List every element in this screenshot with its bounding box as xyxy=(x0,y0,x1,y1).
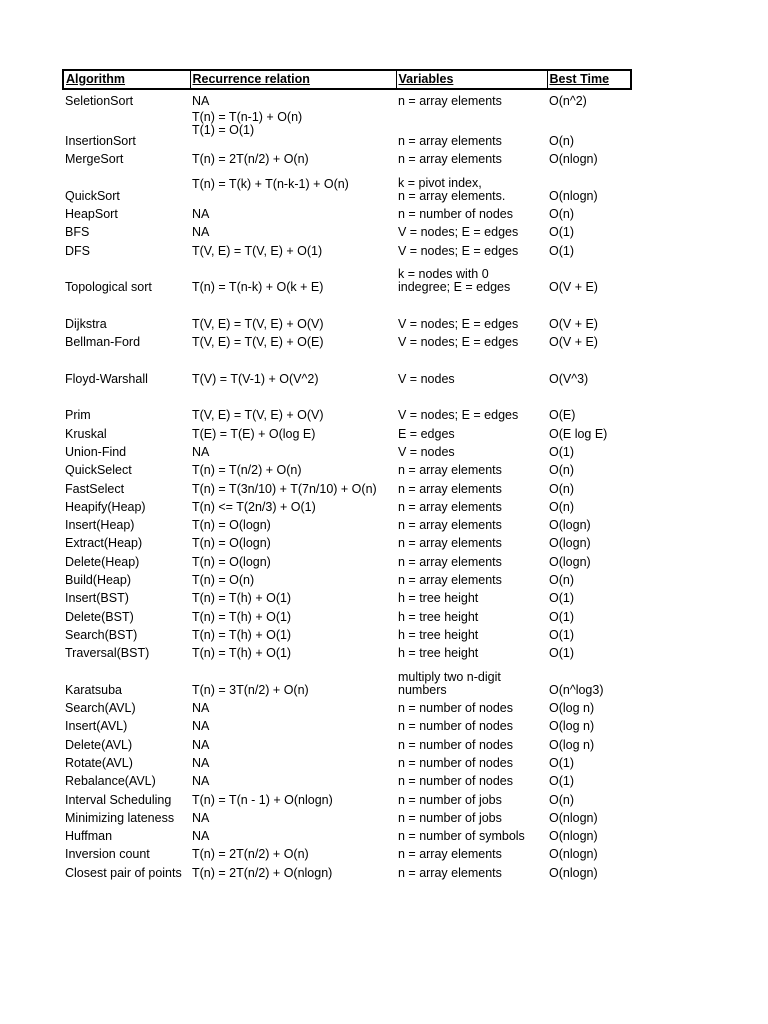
recurrence-cell[interactable]: NA xyxy=(192,810,210,825)
best-time-cell[interactable]: O(log n) xyxy=(549,701,595,716)
best-time-cell[interactable]: O(1) xyxy=(549,609,574,624)
variables-cell[interactable]: n = number of nodes xyxy=(398,737,514,752)
recurrence-cell[interactable]: T(n) = T(n-k) + O(k + E) xyxy=(192,280,324,295)
best-time-cell[interactable]: O(n) xyxy=(549,499,574,514)
recurrence-cell[interactable]: T(n) = O(logn) xyxy=(192,554,271,569)
variables-cell[interactable]: n = number of nodes xyxy=(398,719,514,734)
variables-cell[interactable]: n = number of jobs xyxy=(398,810,502,825)
algorithm-cell[interactable]: Inversion count xyxy=(65,847,150,862)
table-row xyxy=(63,422,631,440)
best-time-cell[interactable]: O(n) xyxy=(549,207,574,222)
table-row xyxy=(63,605,631,623)
header-recurrence-relation[interactable]: Recurrence relation xyxy=(190,70,396,89)
algorithm-cell[interactable]: Dijkstra xyxy=(65,316,107,331)
variables-cell[interactable]: n = array elements xyxy=(398,536,502,551)
algorithm-cell[interactable]: Search(AVL) xyxy=(65,701,136,716)
algorithm-cell[interactable]: Rotate(AVL) xyxy=(65,755,133,770)
algorithm-cell[interactable]: Interval Scheduling xyxy=(65,792,172,807)
best-time-cell[interactable]: O(n) xyxy=(549,792,574,807)
variables-cell[interactable]: n = array elements xyxy=(398,152,502,167)
best-time-cell[interactable]: O(n) xyxy=(549,133,574,148)
recurrence-cell[interactable]: T(n) = T(3n/10) + T(7n/10) + O(n) xyxy=(192,481,377,496)
algorithm-table xyxy=(62,69,632,880)
recurrence-cell[interactable]: NA xyxy=(192,207,210,222)
variables-cell[interactable]: n = array elements xyxy=(398,463,502,478)
algorithm-cell[interactable]: Minimizing lateness xyxy=(65,810,175,825)
best-time-cell[interactable]: O(nlogn) xyxy=(549,829,598,844)
table-row xyxy=(63,148,631,166)
best-time-cell[interactable]: O(E log E) xyxy=(549,426,608,441)
algorithm-cell[interactable]: Build(Heap) xyxy=(65,573,132,588)
recurrence-cell[interactable]: T(n) = T(h) + O(1) xyxy=(192,591,292,606)
algorithm-cell[interactable]: Delete(Heap) xyxy=(65,554,140,569)
recurrence-cell[interactable]: T(V, E) = T(V, E) + O(V) xyxy=(192,316,324,331)
recurrence-cell[interactable]: NA xyxy=(192,755,210,770)
algorithm-cell[interactable]: Union-Find xyxy=(65,444,127,459)
recurrence-cell[interactable]: NA xyxy=(192,444,210,459)
algorithm-cell[interactable]: MergeSort xyxy=(65,152,124,167)
table-row xyxy=(63,788,631,806)
table-row xyxy=(63,89,631,108)
algorithm-cell[interactable]: Delete(AVL) xyxy=(65,737,133,752)
variables-cell[interactable]: V = nodes; E = edges xyxy=(398,225,519,240)
table-row xyxy=(63,258,631,295)
recurrence-cell[interactable]: T(n) = O(logn) xyxy=(192,518,271,533)
recurrence-cell[interactable]: NA xyxy=(192,774,210,789)
table-row xyxy=(63,697,631,715)
algorithm-cell[interactable]: Prim xyxy=(65,408,91,423)
recurrence-cell[interactable]: T(n) = T(n-1) + O(n) T(1) = O(1) xyxy=(192,110,303,138)
recurrence-cell[interactable]: T(n) = 2T(n/2) + O(n) xyxy=(192,847,309,862)
variables-cell[interactable]: n = number of symbols xyxy=(398,829,525,844)
table-row xyxy=(63,496,631,514)
best-time-cell[interactable]: O(nlogn) xyxy=(549,810,598,825)
recurrence-cell[interactable]: T(V) = T(V-1) + O(V^2) xyxy=(192,371,319,386)
table-row xyxy=(63,221,631,239)
best-time-cell[interactable]: O(1) xyxy=(549,591,574,606)
algorithm-cell[interactable]: SeletionSort xyxy=(65,94,134,109)
variables-cell[interactable]: V = nodes xyxy=(398,444,455,459)
variables-cell[interactable]: n = array elements xyxy=(398,554,502,569)
table-row xyxy=(63,660,631,697)
recurrence-cell[interactable]: T(n) = T(h) + O(1) xyxy=(192,627,292,642)
best-time-cell[interactable]: O(nlogn) xyxy=(549,865,598,880)
table-row xyxy=(63,587,631,605)
variables-cell[interactable]: h = tree height xyxy=(398,646,479,661)
best-time-cell[interactable]: O(V + E) xyxy=(549,316,598,331)
recurrence-cell[interactable]: T(E) = T(E) + O(log E) xyxy=(192,426,316,441)
variables-cell[interactable]: n = array elements xyxy=(398,518,502,533)
algorithm-cell[interactable]: Search(BST) xyxy=(65,627,138,642)
table-row xyxy=(63,166,631,203)
best-time-cell[interactable]: O(V + E) xyxy=(549,335,598,350)
variables-cell[interactable]: V = nodes; E = edges xyxy=(398,243,519,258)
algorithm-cell[interactable]: Kruskal xyxy=(65,426,107,441)
variables-cell[interactable]: multiply two n-digit numbers xyxy=(398,669,501,697)
variables-cell[interactable]: V = nodes; E = edges xyxy=(398,335,519,350)
variables-cell[interactable]: E = edges xyxy=(398,426,455,441)
variables-cell[interactable]: V = nodes; E = edges xyxy=(398,408,519,423)
algorithm-cell[interactable]: Insert(Heap) xyxy=(65,518,135,533)
variables-cell[interactable]: n = number of nodes xyxy=(398,774,514,789)
algorithm-cell[interactable]: QuickSort xyxy=(65,188,120,203)
table-row xyxy=(63,514,631,532)
best-time-cell[interactable]: O(n) xyxy=(549,481,574,496)
algorithm-cell[interactable]: Insert(AVL) xyxy=(65,719,128,734)
best-time-cell[interactable]: O(1) xyxy=(549,243,574,258)
best-time-cell[interactable]: O(log n) xyxy=(549,719,595,734)
algorithm-cell[interactable]: Extract(Heap) xyxy=(65,536,143,551)
algorithm-cell[interactable]: Karatsuba xyxy=(65,682,122,697)
table-row xyxy=(63,239,631,257)
recurrence-cell[interactable]: T(n) = T(h) + O(1) xyxy=(192,646,292,661)
variables-cell[interactable]: n = number of nodes xyxy=(398,701,514,716)
variables-cell[interactable]: n = array elements xyxy=(398,133,502,148)
header-best-time[interactable]: Best Time xyxy=(547,70,631,89)
recurrence-cell[interactable]: T(V, E) = T(V, E) + O(V) xyxy=(192,408,324,423)
algorithm-cell[interactable]: Topological sort xyxy=(65,280,152,295)
table-row xyxy=(63,770,631,788)
algorithm-cell[interactable]: DFS xyxy=(65,243,90,258)
variables-cell[interactable]: n = array elements xyxy=(398,847,502,862)
table-row xyxy=(63,642,631,660)
best-time-cell[interactable]: O(nlogn) xyxy=(549,847,598,862)
table-row xyxy=(63,108,631,148)
variables-cell[interactable]: V = nodes; E = edges xyxy=(398,316,519,331)
recurrence-cell[interactable]: NA xyxy=(192,719,210,734)
best-time-cell[interactable]: O(V + E) xyxy=(549,280,598,295)
algorithm-cell[interactable]: QuickSelect xyxy=(65,463,132,478)
recurrence-cell[interactable]: T(n) = T(n/2) + O(n) xyxy=(192,463,302,478)
recurrence-cell[interactable]: NA xyxy=(192,737,210,752)
recurrence-cell[interactable]: T(n) = O(logn) xyxy=(192,536,271,551)
table-row xyxy=(63,477,631,495)
table-row xyxy=(63,331,631,349)
algorithm-cell[interactable]: HeapSort xyxy=(65,207,118,222)
best-time-cell[interactable]: O(logn) xyxy=(549,554,591,569)
variables-cell[interactable]: n = array elements xyxy=(398,481,502,496)
table-row xyxy=(63,532,631,550)
variables-cell[interactable]: n = array elements xyxy=(398,499,502,514)
table-row xyxy=(63,861,631,879)
best-time-cell[interactable]: O(n) xyxy=(549,463,574,478)
recurrence-cell[interactable]: T(n) = 2T(n/2) + O(nlogn) xyxy=(192,865,333,880)
recurrence-cell[interactable]: T(V, E) = T(V, E) + O(1) xyxy=(192,243,323,258)
best-time-cell[interactable]: O(1) xyxy=(549,774,574,789)
best-time-cell[interactable]: O(logn) xyxy=(549,518,591,533)
recurrence-cell[interactable]: T(n) = T(h) + O(1) xyxy=(192,609,292,624)
header-variables[interactable]: Variables xyxy=(396,70,547,89)
best-time-cell[interactable]: O(nlogn) xyxy=(549,188,598,203)
algorithm-cell[interactable]: Bellman-Ford xyxy=(65,335,141,350)
best-time-cell[interactable]: O(n^2) xyxy=(549,94,587,109)
recurrence-cell[interactable]: T(V, E) = T(V, E) + O(E) xyxy=(192,335,324,350)
table-row xyxy=(63,843,631,861)
algorithm-cell[interactable]: BFS xyxy=(65,225,90,240)
table-row xyxy=(63,203,631,221)
algorithm-cell[interactable]: FastSelect xyxy=(65,481,125,496)
table-row xyxy=(63,349,631,386)
recurrence-cell[interactable]: NA xyxy=(192,829,210,844)
best-time-cell[interactable]: O(logn) xyxy=(549,536,591,551)
variables-cell[interactable]: n = number of jobs xyxy=(398,792,502,807)
table-row xyxy=(63,386,631,423)
recurrence-cell[interactable]: NA xyxy=(192,94,210,109)
best-time-cell[interactable]: O(E) xyxy=(549,408,576,423)
recurrence-cell[interactable]: T(n) = 3T(n/2) + O(n) xyxy=(192,682,309,697)
best-time-cell[interactable]: O(n) xyxy=(549,573,574,588)
table-row xyxy=(63,550,631,568)
best-time-cell[interactable]: O(n^log3) xyxy=(549,682,604,697)
algorithm-cell[interactable]: Traversal(BST) xyxy=(65,646,150,661)
variables-cell[interactable]: V = nodes xyxy=(398,371,455,386)
algorithm-cell[interactable]: Closest pair of points xyxy=(65,865,182,880)
recurrence-cell[interactable]: NA xyxy=(192,701,210,716)
recurrence-cell[interactable]: T(n) = T(k) + T(n-k-1) + O(n) xyxy=(192,176,349,191)
best-time-cell[interactable]: O(V^3) xyxy=(549,371,589,386)
recurrence-cell[interactable]: NA xyxy=(192,225,210,240)
recurrence-cell[interactable]: T(n) = 2T(n/2) + O(n) xyxy=(192,152,309,167)
best-time-cell[interactable]: O(1) xyxy=(549,444,574,459)
best-time-cell[interactable]: O(1) xyxy=(549,627,574,642)
algorithm-cell[interactable]: Delete(BST) xyxy=(65,609,134,624)
algorithm-cell[interactable]: InsertionSort xyxy=(65,133,136,148)
variables-cell[interactable]: k = nodes with 0 indegree; E = edges xyxy=(398,267,511,295)
best-time-cell[interactable]: O(1) xyxy=(549,755,574,770)
table-row xyxy=(63,825,631,843)
algorithm-cell[interactable]: Floyd-Warshall xyxy=(65,371,148,386)
algorithm-cell[interactable]: Rebalance(AVL) xyxy=(65,774,156,789)
best-time-cell[interactable]: O(nlogn) xyxy=(549,152,598,167)
algorithm-cell[interactable]: Heapify(Heap) xyxy=(65,499,146,514)
table-row xyxy=(63,459,631,477)
table-row xyxy=(63,294,631,331)
variables-cell[interactable]: n = array elements xyxy=(398,573,502,588)
table-row xyxy=(63,733,631,751)
variables-cell[interactable]: h = tree height xyxy=(398,627,479,642)
variables-cell[interactable]: h = tree height xyxy=(398,591,479,606)
variables-cell[interactable]: k = pivot index, n = array elements. xyxy=(398,175,506,203)
variables-cell[interactable]: n = number of nodes xyxy=(398,755,514,770)
table-row xyxy=(63,441,631,459)
best-time-cell[interactable]: O(1) xyxy=(549,646,574,661)
variables-cell[interactable]: h = tree height xyxy=(398,609,479,624)
header-row xyxy=(63,70,631,89)
variables-cell[interactable]: n = number of nodes xyxy=(398,207,514,222)
table-row xyxy=(63,752,631,770)
algorithm-cell[interactable]: Huffman xyxy=(65,829,113,844)
best-time-cell[interactable]: O(log n) xyxy=(549,737,595,752)
recurrence-cell[interactable]: T(n) = O(n) xyxy=(192,573,255,588)
table-row xyxy=(63,807,631,825)
algorithm-cell[interactable]: Insert(BST) xyxy=(65,591,129,606)
table-row xyxy=(63,569,631,587)
header-algorithm[interactable]: Algorithm xyxy=(63,70,190,89)
variables-cell[interactable]: n = array elements xyxy=(398,94,502,109)
table-row xyxy=(63,715,631,733)
recurrence-cell[interactable]: T(n) = T(n - 1) + O(nlogn) xyxy=(192,792,333,807)
best-time-cell[interactable]: O(1) xyxy=(549,225,574,240)
table-row xyxy=(63,624,631,642)
recurrence-cell[interactable]: T(n) <= T(2n/3) + O(1) xyxy=(192,499,316,514)
variables-cell[interactable]: n = array elements xyxy=(398,865,502,880)
